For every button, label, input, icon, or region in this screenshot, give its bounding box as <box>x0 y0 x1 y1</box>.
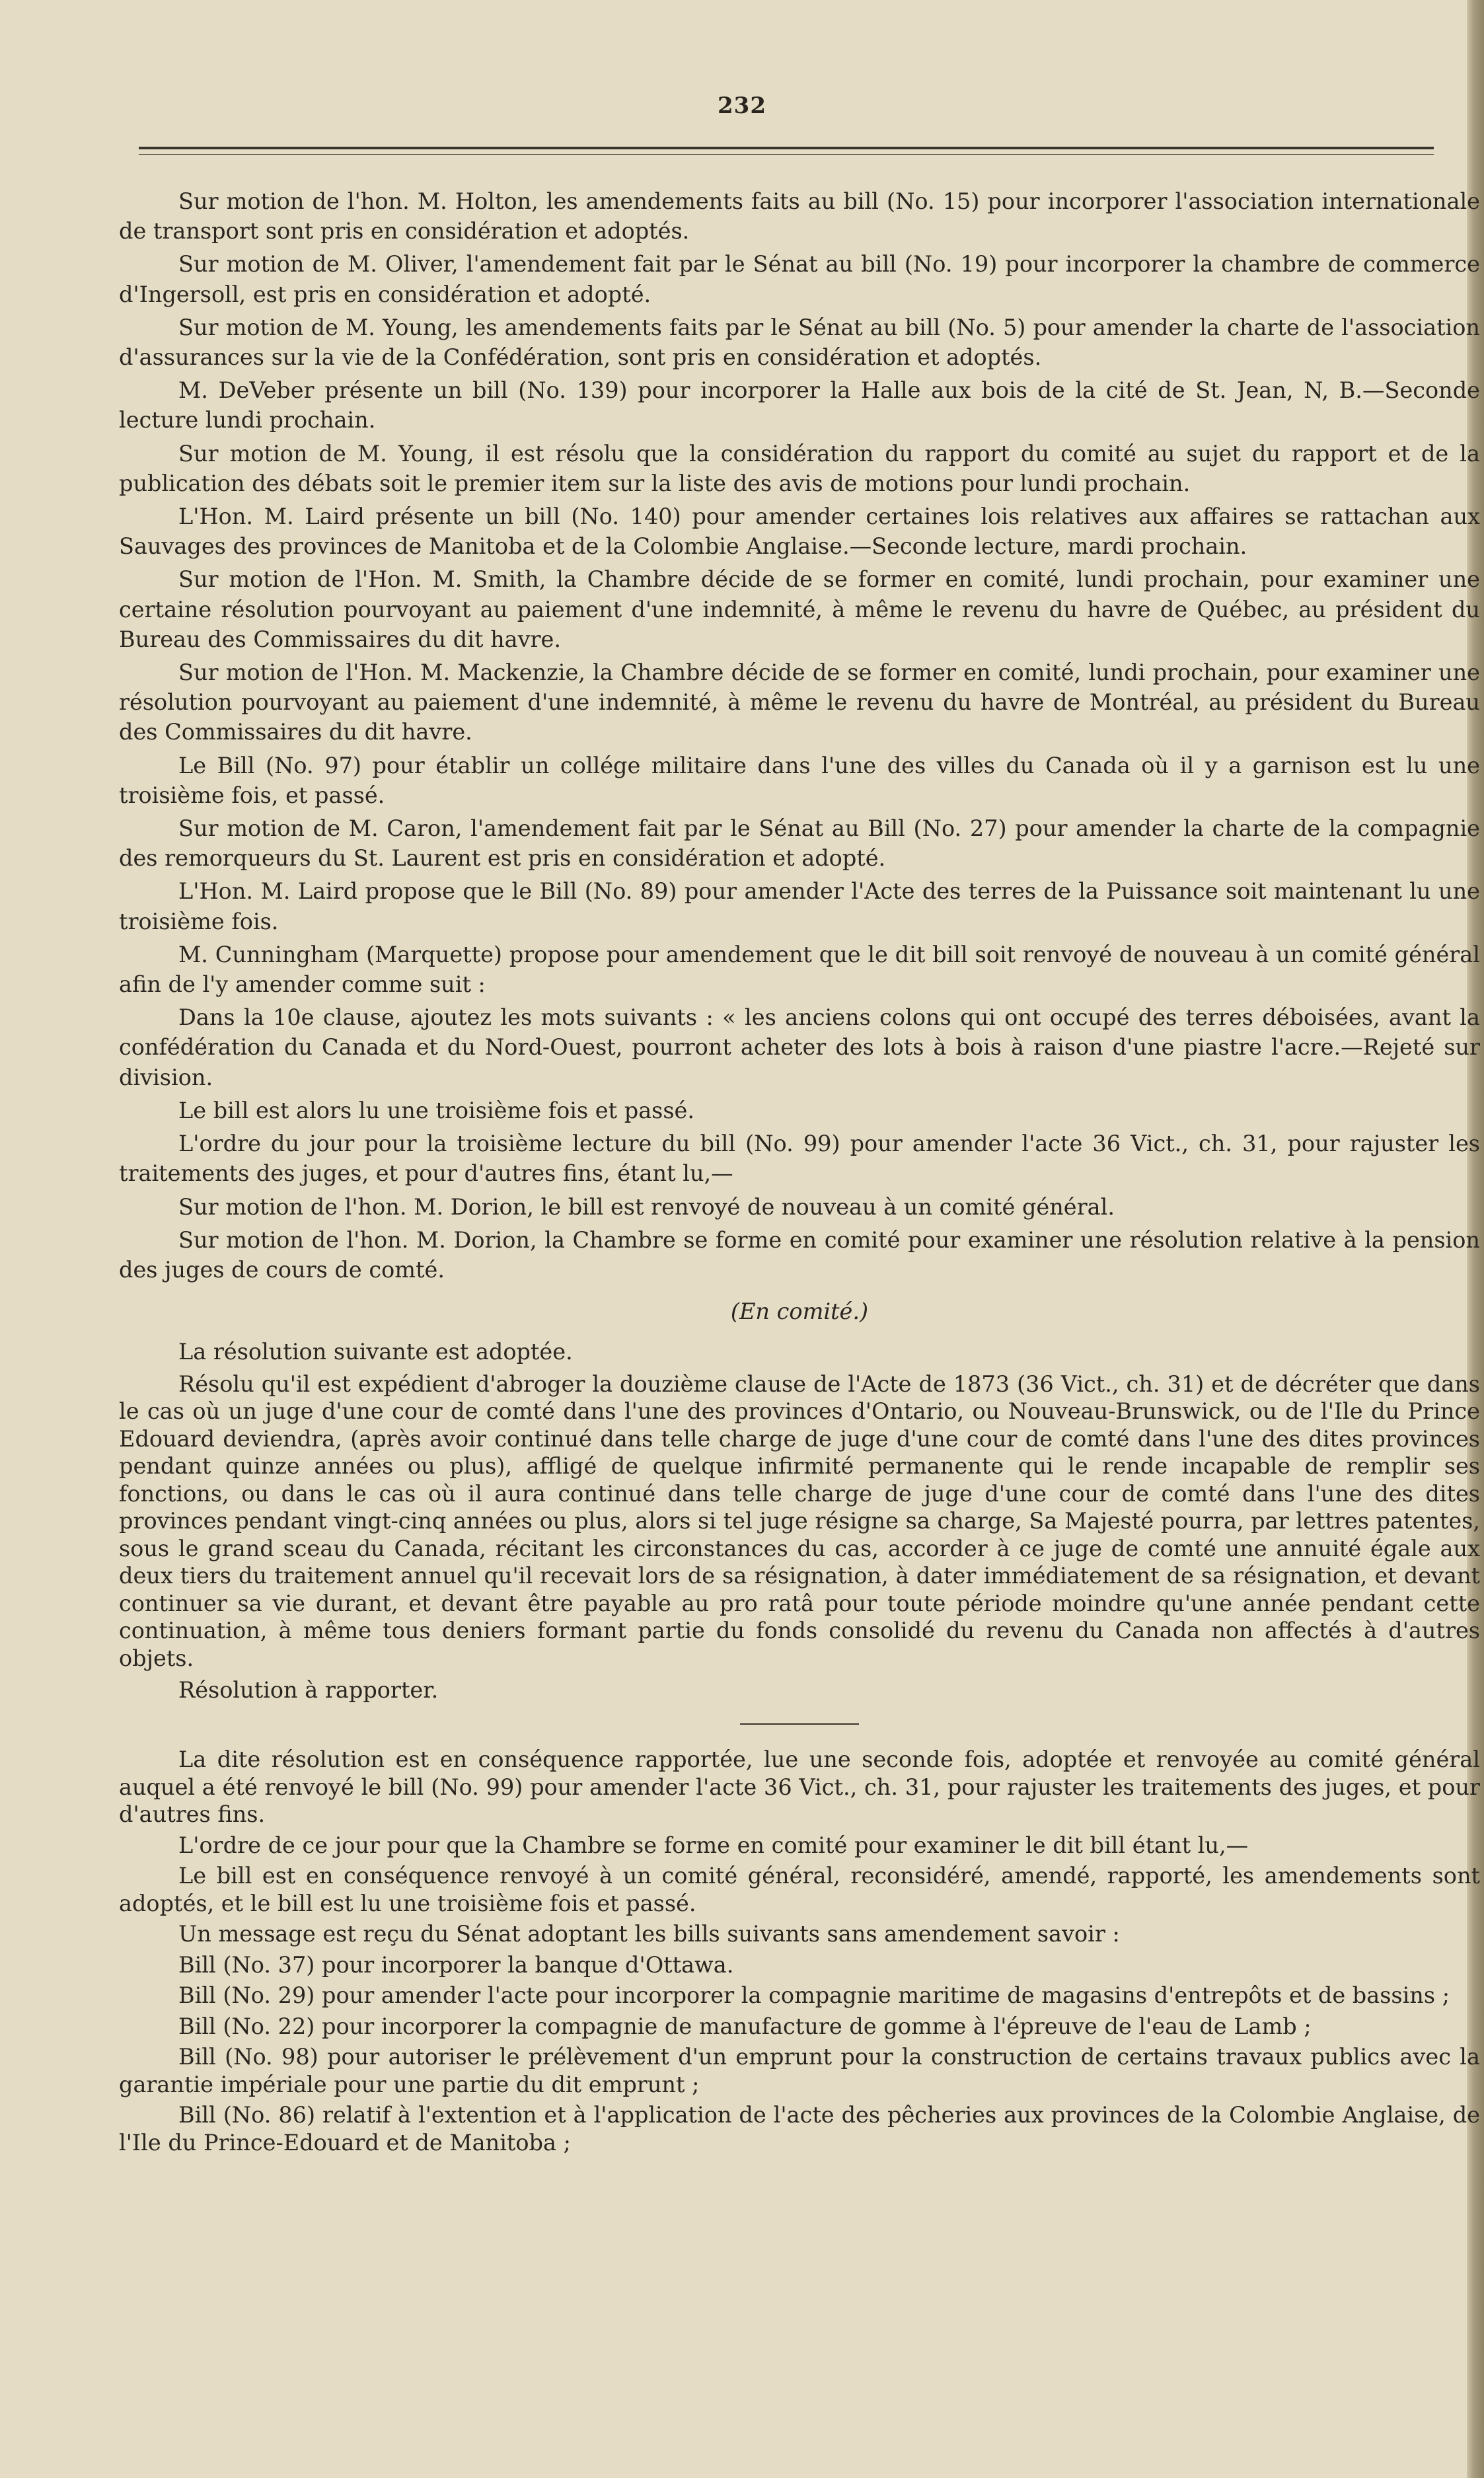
paragraph-message-senat: Un message est reçu du Sénat adoptant les bills suivants sans amendement savoir : <box>178 1921 1120 1947</box>
paragraph-cunningham: M. Cunningham (Marquette) propose pour amendement que le dit bill soit renvoyé de nouveau à un comité général afin de l'y amender comme suit : <box>119 941 1480 998</box>
paragraph-resolution-rapporter: Résolution à rapporter. <box>178 1677 439 1704</box>
paragraph-young-bill-5: Sur motion de M. Young, les amendements faits par le Sénat au bill (No. 5) pour amender la charte de l'association d'assurances sur la vie de la Confédération, sont pris en considération et adoptés. <box>119 314 1480 371</box>
paragraph-ordre-bill-99: L'ordre du jour pour la troisième lecture du bill (No. 99) pour amender l'acte 36 Vict., ch. 31, pour rajuster les traitements des juges, et pour d'autres fins, étant lu,— <box>119 1131 1480 1187</box>
paragraph-young-resolu: Sur motion de M. Young, il est résolu que la considération du rapport du comité au sujet du rapport et de la publication des débats soit le premier item sur la liste des avis de motions pour lundi prochain. <box>119 440 1480 496</box>
paragraph-laird-bill-140: L'Hon. M. Laird présente un bill (No. 140) pour amender certaines lois relatives aux affaires se rattachan aux Sauvages des provinces de Manitoba et de la Colombie Anglaise.—Seconde lecture, mardi prochain. <box>119 504 1480 560</box>
list-item-bill-22: Bill (No. 22) pour incorporer la compagnie de manufacture de gomme à l'épreuve de l'eau de Lamb ; <box>178 2013 1312 2039</box>
paragraph-dorion-renvoye: Sur motion de l'hon. M. Dorion, le bill est renvoyé de nouveau à un comité général. <box>178 1193 1115 1220</box>
paragraph-oliver: Sur motion de M. Oliver, l'amendement fait par le Sénat au bill (No. 19) pour incorporer la chambre de commerce d'Ingersoll, est pris en considération et adopté. <box>119 251 1480 307</box>
list-item-bill-29: Bill (No. 29) pour amender l'acte pour incorporer la compagnie maritime de magasins d'entrepôts et de bassins ; <box>178 1982 1450 2009</box>
paragraph-laird-bill-89: L'Hon. M. Laird propose que le Bill (No. 89) pour amender l'Acte des terres de la Puissance soit maintenant lu une troisième fois. <box>119 878 1480 934</box>
paragraph-dorion-comite: Sur motion de l'hon. M. Dorion, la Chambre se forme en comité pour examiner une résolution relative à la pension des juges de cours de comté. <box>119 1226 1480 1283</box>
paragraph-caron: Sur motion de M. Caron, l'amendement fait par le Sénat au Bill (No. 27) pour amender la charte de la compagnie des remorqueurs du St. Laurent est pris en considération et adopté. <box>119 815 1480 872</box>
page-body <box>119 186 1480 2159</box>
paragraph-bill-97: Le Bill (No. 97) pour établir un collége militaire dans l'une des villes du Canada où il y a garnison est lu une troisième fois, et passé. <box>119 752 1480 808</box>
paragraph-mackenzie: Sur motion de l'Hon. M. Mackenzie, la Chambre décide de se former en comité, lundi prochain, pour examiner une résolution pourvoyant au paiement d'une indemnité, à même le revenu du havre de Montréal, au président du Bureau des Commissaires du dit havre. <box>119 659 1480 745</box>
paragraph-bill-renvoye: Le bill est en conséquence renvoyé à un comité général, reconsidéré, amendé, rapporté, les amendements sont adoptés, et le bill est lu une troisième fois et passé. <box>119 1863 1480 1916</box>
paragraph-dite-resolution: La dite résolution est en conséquence rapportée, lue une seconde fois, adoptée et renvoyée au comité général auquel a été renvoyé le bill (No. 99) pour amender l'acte 36 Vict., ch. 31, pour rajuster les traitements des juges, et pour d'autres fins. <box>119 1746 1480 1828</box>
section-separator <box>740 1723 859 1725</box>
paragraph-holton: Sur motion de l'hon. M. Holton, les amendements faits au bill (No. 15) pour incorporer l'association internationale de transport sont pris en considération et adoptés. <box>119 188 1480 244</box>
list-item-bill-86: Bill (No. 86) relatif à l'extention et à l'application de l'acte des pêcheries aux provinces de la Colombie Anglaise, de l'Ile du Prince-Edouard et de Manitoba ; <box>119 2102 1480 2156</box>
list-item-bill-98: Bill (No. 98) pour autoriser le prélèvement d'un emprunt pour la construction de certains travaux publics avec la garantie impériale pour une partie du dit emprunt ; <box>119 2044 1480 2097</box>
section-heading-en-comite: (En comité.) <box>730 1298 869 1325</box>
paragraph-clause-10: Dans la 10e clause, ajoutez les mots suivants : « les anciens colons qui ont occupé des terres déboisées, avant la confédération du Canada et du Nord-Ouest, pourront acheter des lots à bois à raison d'une piastre l'acre.—Rejeté sur division. <box>119 1004 1480 1090</box>
list-item-bill-37: Bill (No. 37) pour incorporer la banque d'Ottawa. <box>178 1951 734 1978</box>
header-rule-thin <box>139 154 1434 155</box>
header-rule-thick <box>139 147 1434 149</box>
paragraph-resolution-adoptee: La résolution suivante est adoptée. <box>178 1339 573 1365</box>
paragraph-ordre-comite: L'ordre de ce jour pour que la Chambre se forme en comité pour examiner le dit bill étant lu,— <box>178 1832 1249 1858</box>
page-number: 232 <box>718 93 766 119</box>
paragraph-deveber: M. DeVeber présente un bill (No. 139) pour incorporer la Halle aux bois de la cité de St. Jean, N, B.—Seconde lecture lundi prochain. <box>119 377 1480 433</box>
paragraph-smith: Sur motion de l'Hon. M. Smith, la Chambre décide de se former en comité, lundi prochain, pour examiner une certaine résolution pourvoyant au paiement d'une indemnité, à même le revenu du havre de Québec, au président du Bureau des Commissaires du dit havre. <box>119 566 1480 652</box>
paragraph-resolu: Résolu qu'il est expédient d'abroger la douzième clause de l'Acte de 1873 (36 Vict., ch. 31) et de décréter que dans le cas où un juge d'une cour de comté dans l'une des provinces d'Ontario, ou Nouveau-Brunswick, ou de l'Ile du Prince Edouard deviendra, (après avoir continué dans telle charge de juge d'une cour de comté dans l'une des dites provinces pendant quinze années ou plus), affligé de quelque infirmité permanente qui le rende incapable de remplir ses fonctions, ou dans le cas où il aura continué dans telle charge de juge d'une cour de comté dans l'une des dites provinces pendant vingt-cinq années ou plus, alors si tel juge résigne sa charge, Sa Majesté pourra, par lettres patentes, sous le grand sceau du Canada, récitant les circonstances du cas, accorder à ce juge de comté une annuité égale aux deux tiers du traitement annuel qu'il recevait lors de sa résignation, à dater immédiatement de sa résignation, et devant continuer sa vie durant, et devant être payable au pro ratâ pour toute période moindre qu'une année pendant cette continuation, à même tous deniers formant partie du fonds consolidé du revenu du Canada non affectés à d'autres objets. <box>119 1370 1480 1671</box>
paragraph-bill-passed: Le bill est alors lu une troisième fois et passé. <box>178 1097 695 1123</box>
